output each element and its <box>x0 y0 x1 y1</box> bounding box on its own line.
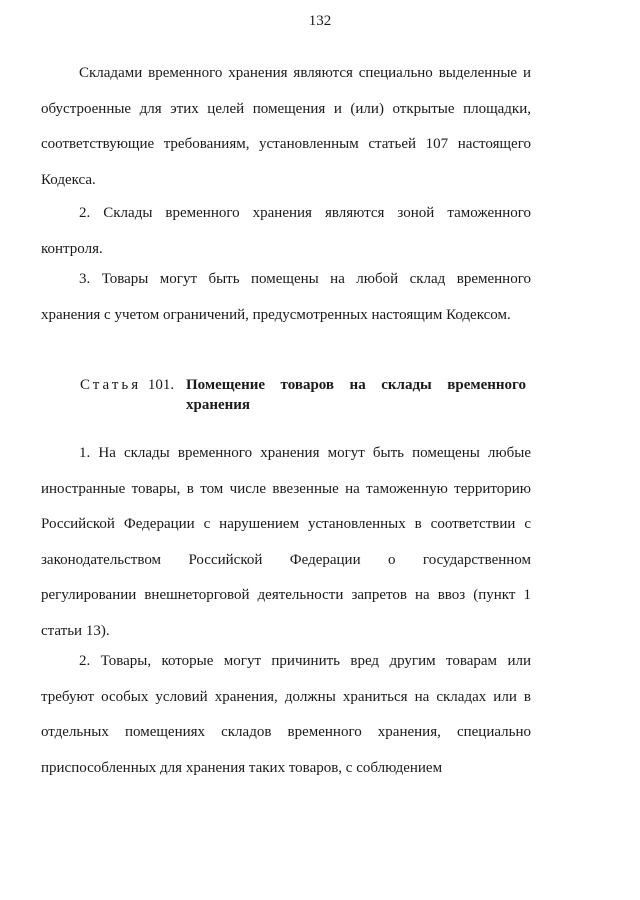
article-title-line-2: хранения <box>186 397 251 413</box>
article-number: 101. <box>147 377 175 393</box>
article-label-group <box>80 375 174 395</box>
paragraph-goods-placement: 3. Товары могут быть помещены на любой склад временного хранения с учетом ограничений, предусмотренных настоящим Кодексом. <box>41 271 531 323</box>
paragraph-special-storage: 2. Товары, которые могут причинить вред другим товарам или требуют особых условий хранения, должны храниться на складах или в отдельных помещениях складов временного хранения, специально приспособленных для хранения таких товаров, с соблюдением <box>41 653 531 776</box>
paragraph-foreign-goods: 1. На склады временного хранения могут быть помещены любые иностранные товары, в том числе ввезенные на таможенную территорию Российской Федерации с нарушением установленных в соответствии с законодательством Российской Федерации о государственном регулировании внешнеторговой деятельности запретов на ввоз (пункт 1 статьи 13). <box>41 445 531 639</box>
article-title-line-1: Помещение товаров на склады временного <box>186 377 526 393</box>
paragraph-customs-control-zone: 2. Склады временного хранения являются зоной таможенного контроля. <box>41 205 531 257</box>
article-title <box>186 375 526 415</box>
page-number: 132 <box>308 13 332 29</box>
article-label: Статья <box>80 377 142 393</box>
paragraph-warehouse-definition: Складами временного хранения являются специально выделенные и обустроенные для этих целей помещения и (или) открытые площадки, соответствующие требованиям, установленным статьей 107 настоящего Кодекса. <box>41 65 531 188</box>
